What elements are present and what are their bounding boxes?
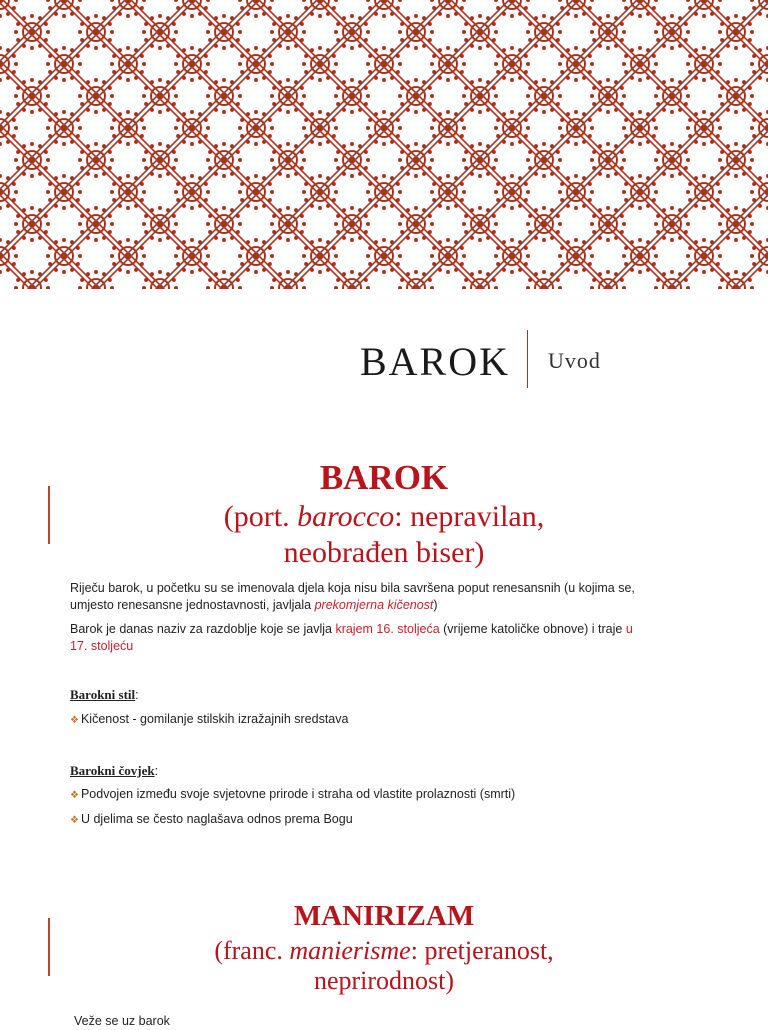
title-divider	[527, 330, 528, 388]
paragraph-intro: Riječu barok, u početku su se imenovala djela koja nisu bila savršena poput renesansnih (u kojima se, umjesto renesansne jednostavnosti, javljala prekomjerna kičenost)	[70, 580, 710, 614]
barokni-stil-heading: Barokni stil:	[70, 686, 710, 704]
section-heading-manirizam: MANIRIZAM	[0, 900, 768, 933]
section-subheading-barok: (port. barocco: nepravilan,	[0, 500, 768, 534]
barokni-covjek-heading: Barokni čovjek:	[70, 762, 710, 780]
title-section	[0, 330, 768, 390]
list-item: ❖ Kičenost - gomilanje stilskih izražajnih sredstava	[70, 711, 710, 729]
slide-title: BAROK	[360, 338, 510, 385]
decorative-pattern-banner	[0, 0, 768, 289]
list-item: ❖ U djelima se često naglašava odnos prema Bogu	[70, 811, 710, 829]
section-subheading-manirizam: (franc. manierisme: pretjeranost,	[0, 936, 768, 966]
paragraph-manirizam: Veže se uz barok	[74, 1013, 714, 1030]
list-item: ❖ Podvojen između svoje svjetovne prirode i straha od vlastite prolaznosti (smrti)	[70, 786, 710, 804]
paragraph-period: Barok je danas naziv za razdoblje koje se javlja krajem 16. stoljeća (vrijeme katoličke obnove) i traje u 17. stoljeću	[70, 621, 710, 655]
slide-subtitle: Uvod	[548, 348, 601, 374]
section-subheading-barok-line2: neobrađen biser)	[0, 536, 768, 570]
section-subheading-manirizam-line2: neprirodnost)	[0, 966, 768, 996]
section-heading-barok: BAROK	[0, 458, 768, 498]
